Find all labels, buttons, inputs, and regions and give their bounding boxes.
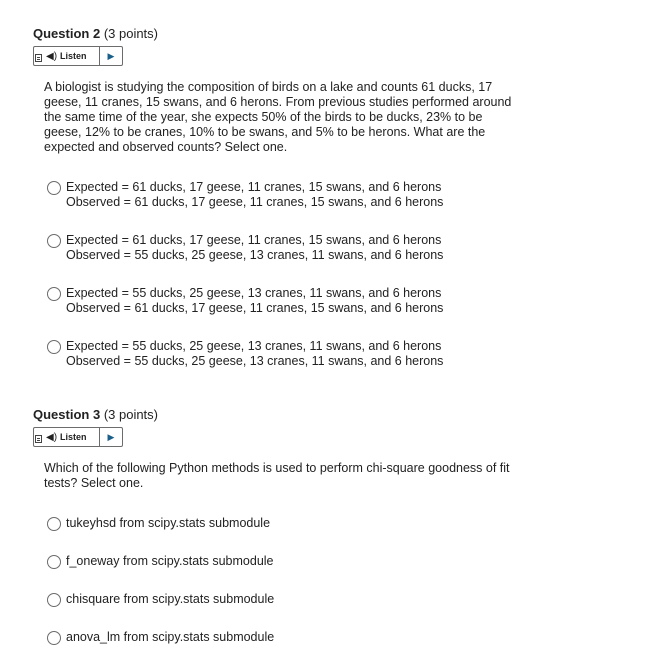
option-observed: Observed = 61 ducks, 17 geese, 11 cranes, 15 swans, and 6 herons [66,195,444,209]
question-3-option-3[interactable] [47,592,274,607]
question-3-option-2[interactable] [47,554,274,569]
question-2-listen-widget [33,46,123,66]
option-expected: Expected = 55 ducks, 25 geese, 13 cranes, 11 swans, and 6 herons [66,339,442,353]
question-2-text: A biologist is studying the composition of birds on a lake and counts 61 ducks, 17 geese, 11 cranes, 15 swans, and 6 herons. From previous studies performed around the same time of the year, she expects 50% of the birds to be ducks, 23% to be geese, 12% to be cranes, 10% to be swans, and 5% to be herons. What are the expected and observed counts? Select one. [44,80,512,154]
option-expected: Expected = 61 ducks, 17 geese, 11 cranes, 15 swans, and 6 herons [66,180,442,194]
radio-button[interactable] [47,631,61,645]
radio-button[interactable] [47,555,61,569]
option-expected: Expected = 55 ducks, 25 geese, 13 cranes, 11 swans, and 6 herons [66,286,442,300]
question-2-option-4[interactable] [47,339,443,369]
question-2-option-1[interactable] [47,180,443,210]
question-2-listen-button[interactable] [34,47,100,65]
question-2-label: Question 2 [33,26,101,41]
document-icon [35,435,42,443]
option-label: f_oneway from scipy.stats submodule [66,554,274,568]
listen-label: Listen [60,51,87,61]
question-3-points: (3 points) [103,407,159,422]
question-3-title [33,407,158,422]
document-icon [35,54,42,62]
radio-button[interactable] [47,287,61,301]
question-3-option-4[interactable] [47,630,274,645]
option-observed: Observed = 55 ducks, 25 geese, 13 cranes, 11 swans, and 6 herons [66,248,444,262]
question-2-option-2[interactable] [47,233,443,263]
speaker-icon: ◀) [46,50,58,62]
play-icon: ▶ [107,50,115,61]
question-2-points: (3 points) [103,26,159,41]
question-3-label: Question 3 [33,407,101,422]
radio-button[interactable] [47,181,61,195]
option-observed: Observed = 55 ducks, 25 geese, 13 cranes, 11 swans, and 6 herons [66,354,444,368]
question-3-listen-button[interactable] [34,428,100,446]
option-label: anova_lm from scipy.stats submodule [66,630,275,644]
radio-button[interactable] [47,517,61,531]
speaker-icon: ◀) [46,431,58,443]
question-3-play-button[interactable] [100,428,122,446]
radio-button[interactable] [47,340,61,354]
play-icon: ▶ [107,431,115,442]
radio-button[interactable] [47,234,61,248]
question-2-play-button[interactable] [100,47,122,65]
option-label: tukeyhsd from scipy.stats submodule [66,516,271,530]
question-2-title [33,26,158,41]
question-3-option-1[interactable] [47,516,270,531]
option-expected: Expected = 61 ducks, 17 geese, 11 cranes, 15 swans, and 6 herons [66,233,442,247]
question-3-text: Which of the following Python methods is used to perform chi-square goodness of fit tests? Select one. [44,461,510,490]
listen-label: Listen [60,432,87,442]
question-3-listen-widget [33,427,123,447]
option-label: chisquare from scipy.stats submodule [66,592,275,606]
question-2-option-3[interactable] [47,286,443,316]
radio-button[interactable] [47,593,61,607]
option-observed: Observed = 61 ducks, 17 geese, 11 cranes, 15 swans, and 6 herons [66,301,444,315]
